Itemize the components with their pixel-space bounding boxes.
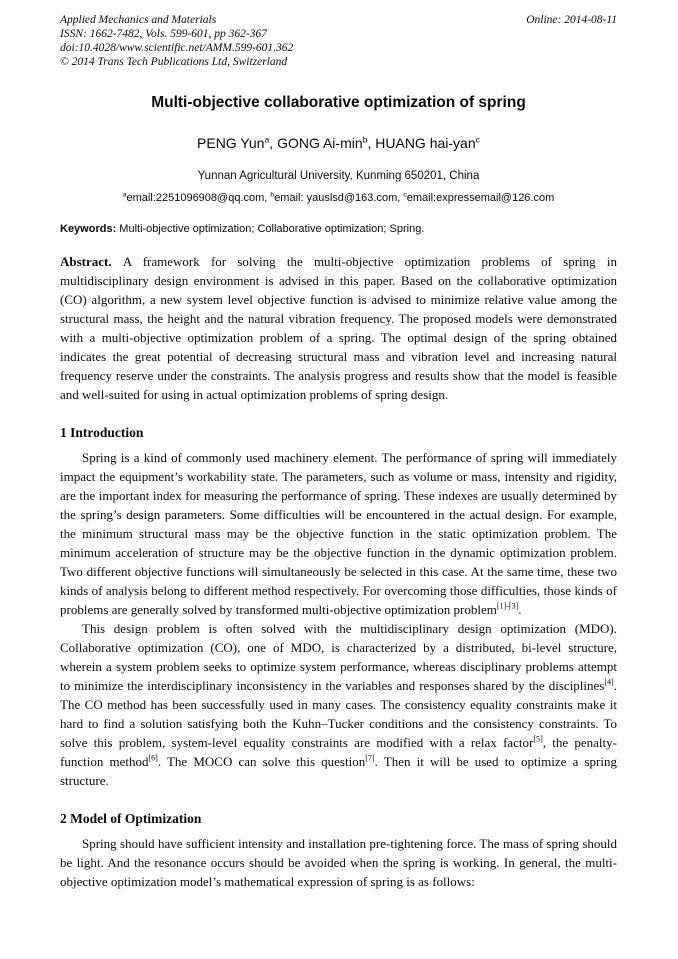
intro-paragraph-1: Spring is a kind of commonly used machinery element. The performance of spring will immediately impact the equipment’s workability state. The parameters, such as volume or mass, intensity and rigidity, are the important index for measuring the performance of spring. These indexes are usually determined by the spring’s design parameters. Some difficulties will be encountered in the actual design. For example, the minimum structural mass may be the objective function in the static optimization problem. The minimum acceleration of structure may be the objective function in the dynamic optimization problem. Two different objective functions will simultaneously be selected in this case. At the same time, these two kinds of analysis belong to different method respectively. For overcoming those difficulties, those kinds of problems are generally solved by transformed multi-objective optimization problem[1]-[3]. — [60, 450, 617, 617]
journal-header — [60, 13, 617, 69]
paper-title: Multi-objective collaborative optimization of spring — [151, 94, 526, 111]
doi-line: doi:10.4028/www.scientific.net/AMM.599-601.362 — [60, 42, 294, 54]
section-heading-introduction: 1 Introduction — [60, 425, 144, 440]
keywords-line: Keywords: Multi-objective optimization; Collaborative optimization; Spring. — [60, 223, 425, 235]
copyright-line: © 2014 Trans Tech Publications Ltd, Switzerland — [60, 56, 288, 68]
section-heading-model: 2 Model of Optimization — [60, 811, 202, 826]
online-date: Online: 2014-08-11 — [526, 14, 617, 26]
abstract-paragraph: Abstract. A framework for solving the multi-objective optimization problems of spring in multidisciplinary design environment is advised in this paper. Based on the collaborative optimization (CO) algorithm, a new system level objective function is advised to minimize relative value among the structural mass, the height and the natural vibration frequency. The proposed models were demonstrated with a multi-objective optimization problem of a spring. The optimal design of the spring obtained indicates the great potential of decreasing structural mass and vibration level and increasing natural frequency reserve under the constraints. The analysis progress and results show that the model is feasible and well-suited for using in actual optimization problems of spring design. — [60, 254, 617, 402]
journal-header-left — [60, 13, 293, 69]
emails-line: $^a$email:2251096908@qq.com, $^b$email: yauslsd@163.com, $^c$email:expressemail@126.com — [122, 191, 555, 204]
journal-name: Applied Mechanics and Materials — [60, 14, 217, 26]
issn-line: ISSN: 1662-7482, Vols. 599-601, pp 362-367 — [60, 28, 267, 40]
affiliation-line: Yunnan Agricultural University, Kunming 650201, China — [197, 170, 480, 182]
model-paragraph-1: Spring should have sufficient intensity and installation pre-tightening force. The mass of spring should be light. And the resonance occurs should be avoided when the spring is working. In general, the multi-objective optimization model’s mathematical expression of spring is as follows: — [60, 836, 617, 889]
intro-paragraph-2: This design problem is often solved with the multidisciplinary design optimization (MDO). Collaborative optimization (CO), one of MDO, is characterized by a distributed, bi-level structure, wherein a system problem seeks to optimize system performance, whereas disciplinary problems attempt to minimize the interdisciplinary inconsistency in the variables and responses shared by the disciplines[4]. The CO method has been successfully used in many cases. The consistency equality constraints make it hard to find a solution satisfying both the Kuhn–Tucker conditions and the consistency constraints. To solve this problem, system-level equality constraints are modified with a relax factor[5], the penalty-function method[6]. The MOCO can solve this question[7]. Then it will be used to optimize a spring structure. — [60, 621, 617, 788]
authors-line: PENG Yun$^a$, GONG $Ai-\min^b$, HUANG hai-yan$^c$ — [197, 134, 480, 151]
